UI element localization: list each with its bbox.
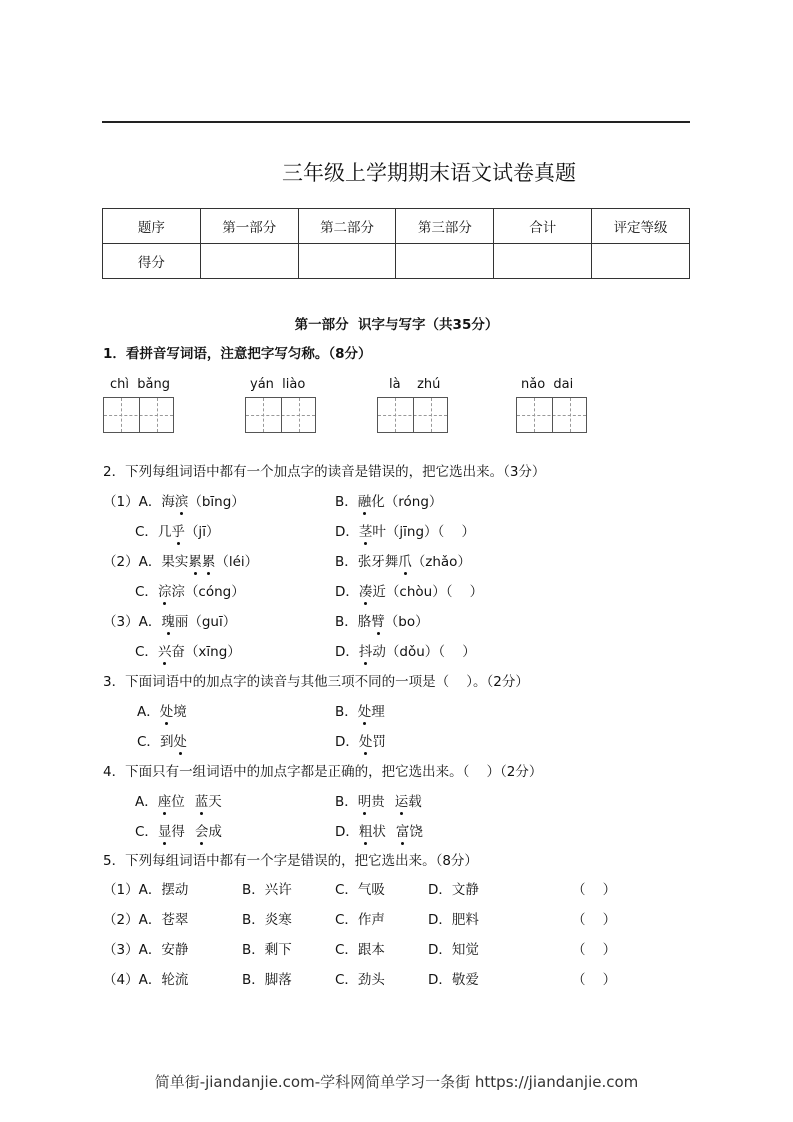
emphasis-dot [200, 842, 203, 845]
option-word: 融化 [358, 490, 385, 510]
option-word: 胳臂 [358, 610, 385, 630]
grid-guide [534, 398, 535, 432]
pinyin: nǎo dai [521, 377, 574, 392]
grid-divider [139, 398, 140, 432]
question-3: 3．下面词语中的加点字的读音与其他三项不同的一项是（ ）。（2分） [103, 674, 529, 690]
score-table [102, 208, 690, 279]
pinyin-answer: （bo） [384, 614, 429, 630]
emphasis-dot [165, 722, 168, 725]
emphasis-dot [400, 812, 403, 815]
emphasis-dot [363, 722, 366, 725]
option-word: 兴奋 [158, 640, 185, 660]
pinyin: （cóng） [184, 584, 245, 600]
pinyin: （léi） [215, 554, 259, 570]
emphasis-dot [163, 602, 166, 605]
answer-blank[interactable]: （ ） [572, 912, 617, 928]
emphasis-dot [179, 752, 182, 755]
option-word: 富饶 [396, 820, 423, 840]
option[interactable] [135, 820, 232, 840]
option-label: A． [137, 704, 160, 720]
writing-grid[interactable] [377, 397, 448, 433]
emphasis-dot [167, 632, 170, 635]
option-word: 明贵 [358, 790, 385, 810]
option[interactable]: C．作声 [335, 912, 385, 928]
question-2: 2．下列每组词语中都有一个加点字的读音是错误的，把它选出来。（3分） [103, 464, 546, 480]
table-header: 合计 [494, 209, 592, 244]
score-cell[interactable] [494, 244, 592, 279]
table-header-row [103, 209, 690, 244]
option-label: B． [335, 554, 358, 570]
option[interactable]: D．知觉 [428, 942, 479, 958]
option-word: 粗状 [359, 820, 386, 840]
option-word: 果实累累 [161, 550, 215, 570]
pinyin-answer: （zhǎo） [411, 554, 471, 570]
emphasis-dot [194, 572, 197, 575]
option[interactable]: B．炎寒 [242, 912, 292, 928]
writing-grid[interactable] [516, 397, 587, 433]
answer-blank[interactable]: （ ） [572, 882, 617, 898]
option-label: D． [335, 824, 359, 840]
pinyin: （guī） [188, 614, 237, 630]
option-label: D． [335, 584, 359, 600]
grid-guide [570, 398, 571, 432]
option[interactable] [137, 730, 187, 750]
pinyin: yán liào [250, 377, 306, 392]
emphasis-dot [200, 812, 203, 815]
option-row[interactable] [135, 640, 241, 660]
option[interactable]: C．气吸 [335, 882, 385, 898]
option-word: 处理 [358, 700, 385, 720]
pinyin-answer: （chòu）（ ） [385, 584, 484, 600]
option-row[interactable] [103, 550, 258, 570]
pinyin-answer: （dǒu）（ ） [385, 644, 476, 660]
option[interactable]: （4）A．轮流 [103, 972, 189, 988]
option-word: 蓝天 [195, 790, 222, 810]
option-word: 张牙舞爪 [358, 550, 412, 570]
option[interactable]: B．脚落 [242, 972, 292, 988]
option-row[interactable] [335, 580, 483, 600]
emphasis-dot [364, 662, 367, 665]
table-header: 题序 [103, 209, 201, 244]
option-word: 几乎 [158, 520, 185, 540]
option-label: D． [335, 524, 359, 540]
writing-grid[interactable] [245, 397, 316, 433]
grid-divider [413, 398, 414, 432]
option-word: 淙淙 [158, 580, 185, 600]
emphasis-dot [377, 632, 380, 635]
option-label: B． [335, 614, 358, 630]
table-header: 第二部分 [298, 209, 396, 244]
option-label: B． [335, 494, 358, 510]
option[interactable]: C．跟本 [335, 942, 385, 958]
option[interactable]: C．劲头 [335, 972, 385, 988]
option-label: D． [335, 644, 359, 660]
page-title: 三年级上学期期末语文试卷真题 [282, 161, 576, 185]
pinyin: （xīng） [184, 644, 241, 660]
option[interactable]: D．肥料 [428, 912, 479, 928]
writing-grid[interactable] [103, 397, 174, 433]
emphasis-dot [363, 812, 366, 815]
option-word: 会成 [195, 820, 222, 840]
grid-guide [263, 398, 264, 432]
option-word: 茎叶 [359, 520, 386, 540]
option-word: 瑰丽 [161, 610, 188, 630]
question-5: 5．下列每组词语中都有一个字是错误的，把它选出来。（8分） [103, 853, 478, 869]
option-row[interactable] [335, 550, 471, 570]
option-word: 显得 [158, 820, 185, 840]
emphasis-dot [207, 572, 210, 575]
option-row[interactable] [335, 610, 429, 630]
option-row[interactable] [103, 610, 236, 630]
option-word: 座位 [158, 790, 185, 810]
option-word: 运载 [395, 790, 422, 810]
grid-guide [299, 398, 300, 432]
question-4: 4．下面只有一组词语中的加点字都是正确的，把它选出来。（ ）（2分） [103, 764, 543, 780]
grid-guide [395, 398, 396, 432]
emphasis-dot [163, 812, 166, 815]
option-row[interactable] [335, 520, 475, 540]
score-cell[interactable] [592, 244, 690, 279]
option-row[interactable] [335, 490, 442, 510]
option-label: C． [135, 524, 158, 540]
option[interactable] [335, 730, 386, 750]
option-label: A． [135, 794, 158, 810]
option-word: 处境 [160, 700, 187, 720]
emphasis-dot [180, 512, 183, 515]
answer-blank[interactable]: （ ） [572, 942, 617, 958]
question-1: 1．看拼音写词语，注意把字写匀称。（8分） [103, 346, 372, 362]
score-cell[interactable] [298, 244, 396, 279]
option-word: 到处 [160, 730, 187, 750]
option-label: C． [135, 824, 158, 840]
pinyin: chì bǎng [110, 377, 170, 392]
option[interactable]: （3）A．安静 [103, 942, 189, 958]
emphasis-dot [404, 572, 407, 575]
option-word: 处罚 [359, 730, 386, 750]
grid-guide [157, 398, 158, 432]
emphasis-dot [177, 542, 180, 545]
option-label: D． [335, 734, 359, 750]
grid-divider [281, 398, 282, 432]
option[interactable] [335, 790, 432, 810]
option[interactable]: （2）A．苍翠 [103, 912, 189, 928]
option[interactable]: （1）A．摆动 [103, 882, 189, 898]
option-label: C． [137, 734, 160, 750]
score-cell[interactable] [200, 244, 298, 279]
option[interactable]: B．兴许 [242, 882, 292, 898]
footer-watermark: 简单街-jiandanjie.com-学科网简单学习一条街 https://jiandanjie.com [154, 1073, 639, 1091]
table-row [103, 244, 690, 279]
emphasis-dot [363, 512, 366, 515]
option-word: 抖动 [359, 640, 386, 660]
table-header: 第三部分 [396, 209, 494, 244]
answer-blank[interactable]: （ ） [572, 972, 617, 988]
option-label: C． [135, 584, 158, 600]
option-label: （3）A． [103, 614, 162, 630]
option[interactable]: D．敬爱 [428, 972, 479, 988]
section-heading: 第一部分 识字与写字（共35分） [294, 317, 499, 333]
pinyin: （bīng） [188, 494, 245, 510]
option-row[interactable] [335, 640, 476, 660]
option-word: 海滨 [161, 490, 188, 510]
option[interactable] [137, 700, 187, 720]
emphasis-dot [364, 752, 367, 755]
option-row[interactable] [103, 490, 245, 510]
option[interactable] [335, 820, 433, 840]
option-label: B． [335, 794, 358, 810]
score-cell[interactable] [396, 244, 494, 279]
pinyin-answer: （jīng）（ ） [385, 524, 475, 540]
grid-divider [552, 398, 553, 432]
option-row[interactable] [135, 580, 245, 600]
option-label: （1）A． [103, 494, 162, 510]
top-rule [102, 121, 690, 123]
emphasis-dot [364, 842, 367, 845]
option-label: C． [135, 644, 158, 660]
pinyin: là zhú [389, 377, 441, 392]
emphasis-dot [364, 602, 367, 605]
emphasis-dot [364, 542, 367, 545]
emphasis-dot [163, 662, 166, 665]
option[interactable]: B．剩下 [242, 942, 292, 958]
table-header: 评定等级 [592, 209, 690, 244]
option[interactable]: D．文静 [428, 882, 479, 898]
option-row[interactable] [135, 520, 219, 540]
table-header: 第一部分 [200, 209, 298, 244]
option[interactable] [335, 700, 385, 720]
emphasis-dot [401, 842, 404, 845]
pinyin-answer: （róng） [384, 494, 443, 510]
pinyin: （jī） [184, 524, 220, 540]
option-label: B． [335, 704, 358, 720]
row-label: 得分 [103, 244, 201, 279]
option-word: 凑近 [359, 580, 386, 600]
option[interactable] [135, 790, 232, 810]
emphasis-dot [163, 842, 166, 845]
grid-guide [121, 398, 122, 432]
option-label: （2）A． [103, 554, 162, 570]
grid-guide [431, 398, 432, 432]
